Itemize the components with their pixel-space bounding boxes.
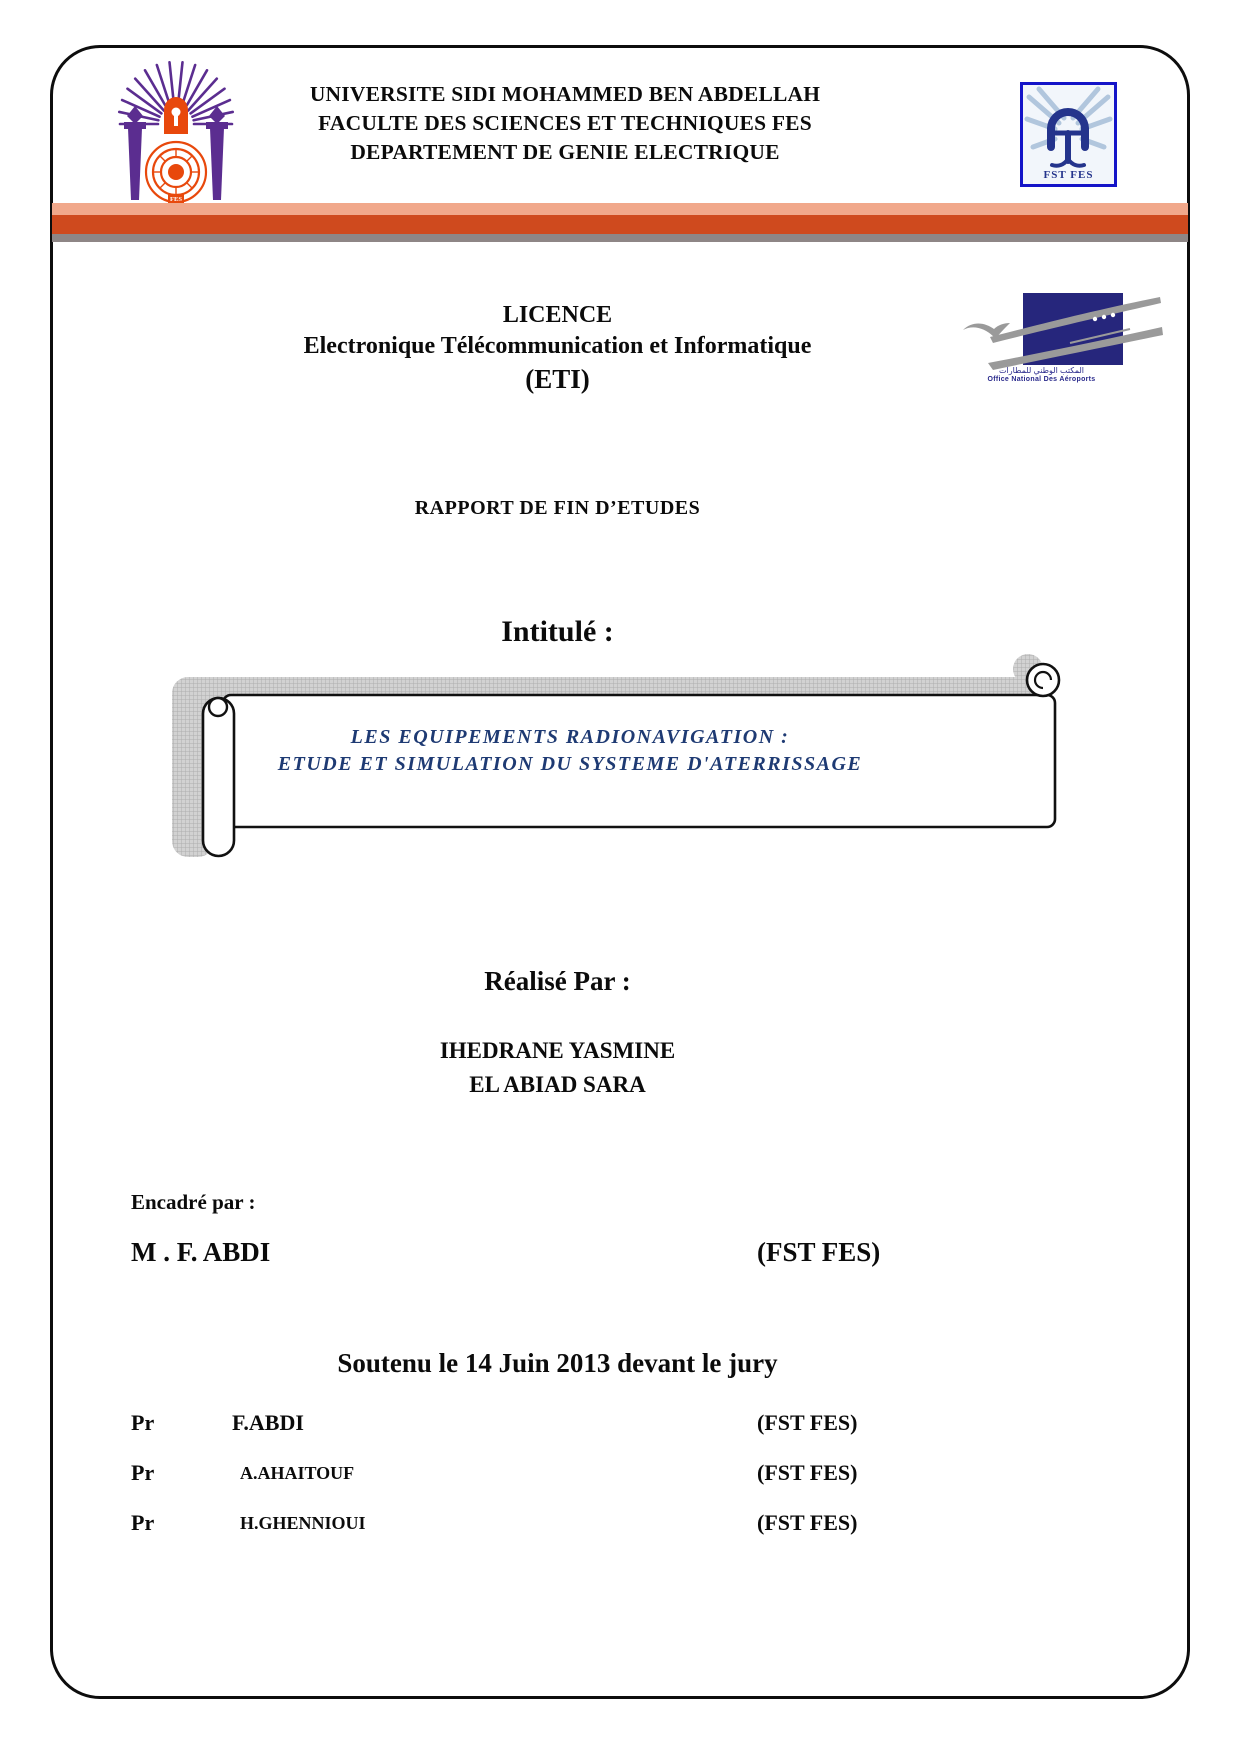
report-title [215, 724, 925, 778]
jury-name: A.AHAITOUF [240, 1463, 355, 1483]
defense-heading: Soutenu le 14 Juin 2013 devant le jury [337, 1348, 778, 1378]
program-abbreviation: (ETI) [525, 364, 590, 394]
report-title-line1: LES EQUIPEMENTS RADIONAVIGATION : [350, 726, 790, 748]
department-name: DEPARTEMENT DE GENIE ELECTRIQUE [350, 140, 780, 164]
authors-names [50, 1034, 1065, 1102]
university-crest-icon [112, 60, 240, 203]
specialty-name: Electronique Télécommunication et Informatique [303, 333, 812, 359]
divider-bar-orange [52, 215, 1188, 234]
author-name-1: IHEDRANE YASMINE [439, 1038, 676, 1063]
divider-bar-salmon [52, 203, 1188, 215]
onda-caption-french: Office National Des Aéroports [987, 376, 1096, 383]
onda-caption-arabic: المكتب الوطني للمطارات [999, 366, 1084, 375]
university-name: UNIVERSITE SIDI MOHAMMED BEN ABDELLAH [309, 82, 821, 106]
jury-title: Pr [131, 1410, 155, 1435]
institution-header [255, 80, 875, 167]
jury-row [0, 1460, 1240, 1494]
jury-name: F.ABDI [232, 1410, 304, 1435]
authors-label: Réalisé Par : [484, 966, 631, 996]
supervisor-affiliation: (FST FES) [757, 1237, 881, 1267]
jury-affiliation: (FST FES) [757, 1510, 858, 1535]
author-name-2: EL ABIAD SARA [469, 1072, 646, 1097]
fst-fes-logo-icon [1023, 85, 1114, 184]
jury-title: Pr [131, 1510, 155, 1535]
program-block [50, 300, 1065, 396]
fst-fes-logo [1020, 82, 1117, 187]
university-seal-label: FES [170, 196, 182, 203]
jury-name: H.GHENNIOUI [240, 1513, 366, 1533]
jury-title: Pr [131, 1460, 155, 1485]
jury-affiliation: (FST FES) [757, 1460, 858, 1485]
divider-bar-gray [52, 234, 1188, 242]
jury-row [0, 1410, 1240, 1444]
report-title-line2: ETUDE ET SIMULATION DU SYSTEME D'ATERRISSAGE [277, 753, 863, 775]
jury-affiliation: (FST FES) [757, 1410, 858, 1435]
supervisor-name: M . F. ABDI [131, 1237, 271, 1267]
title-label: Intitulé : [501, 615, 614, 648]
jury-row [0, 1510, 1240, 1544]
faculty-name: FACULTE DES SCIENCES ET TECHNIQUES FES [318, 111, 812, 135]
supervisor-label: Encadré par : [131, 1190, 256, 1214]
report-type: RAPPORT DE FIN D’ETUDES [414, 497, 701, 519]
degree-name: LICENCE [502, 302, 613, 328]
fst-fes-caption: FST FES [1043, 169, 1094, 181]
